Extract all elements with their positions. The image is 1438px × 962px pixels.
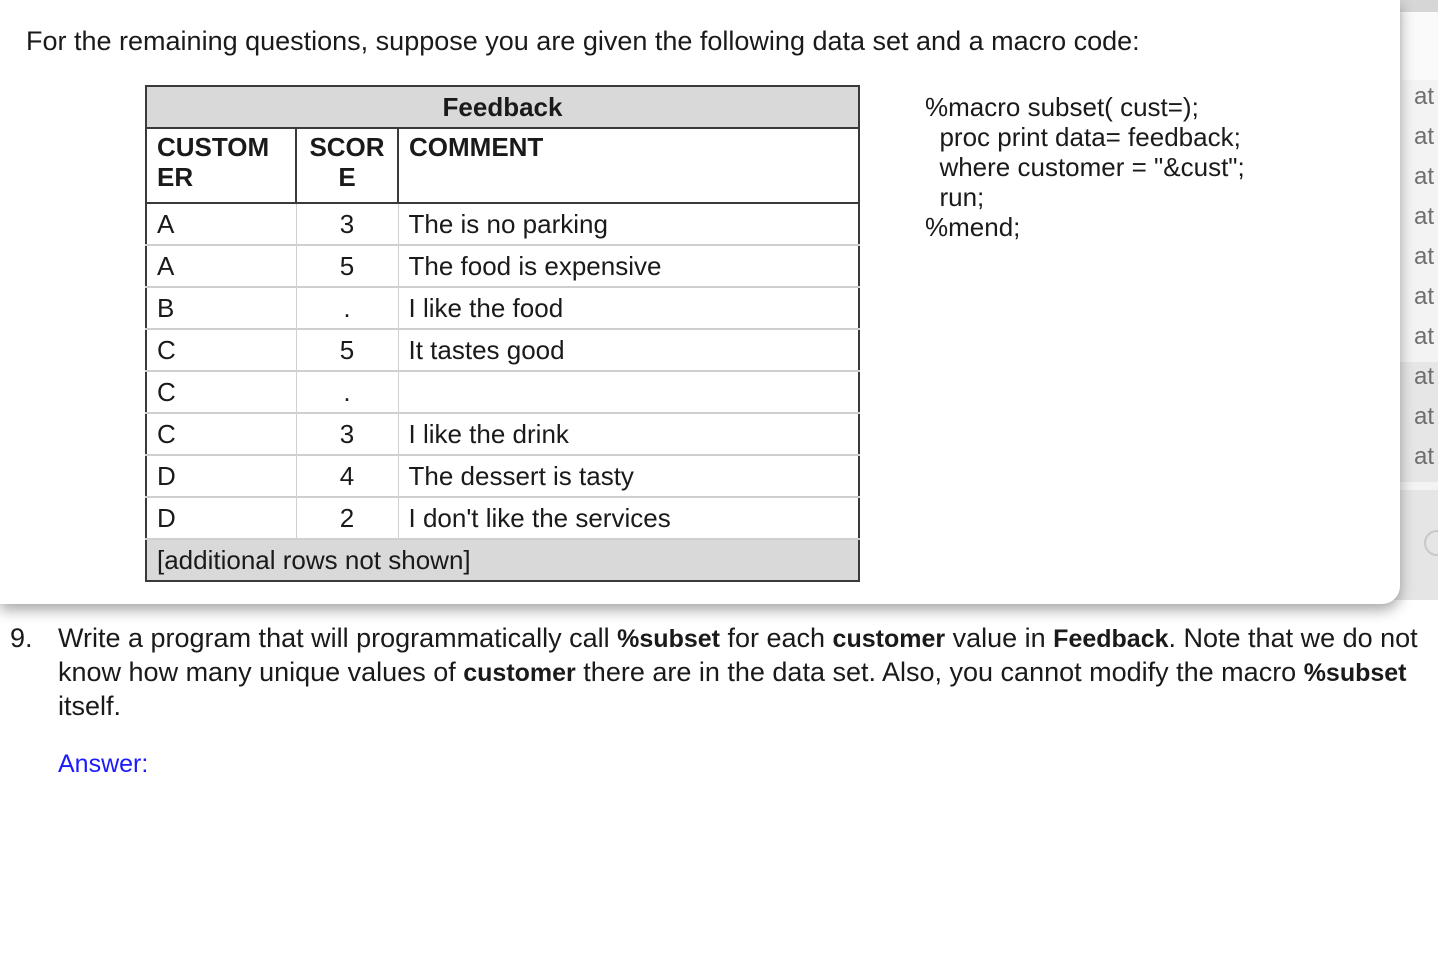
question-text-part: Write a program that will programmatically call — [58, 623, 618, 653]
background-list-item[interactable]: at — [1398, 242, 1438, 282]
cell-comment: It tastes good — [398, 329, 859, 371]
background-window-panel — [1402, 12, 1438, 80]
question-text-part: for each — [719, 623, 833, 653]
feedback-table — [145, 85, 860, 582]
code-line: proc print data= feedback; — [925, 122, 1241, 152]
question-bold-term: Feedback — [1053, 625, 1169, 653]
cell-score: 2 — [296, 497, 398, 539]
table-row — [146, 455, 859, 497]
question-text-part: value in — [945, 623, 1054, 653]
cell-comment: I like the food — [398, 287, 859, 329]
code-line: run; — [925, 182, 985, 212]
cell-score: 3 — [296, 203, 398, 245]
table-row — [146, 287, 859, 329]
table-row — [146, 497, 859, 539]
header-score: SCOR E — [296, 128, 398, 203]
question-text-part: itself. — [58, 691, 122, 721]
cell-comment: I don't like the services — [398, 497, 859, 539]
cell-customer: D — [146, 497, 296, 539]
cell-comment: The dessert is tasty — [398, 455, 859, 497]
cell-comment — [398, 371, 859, 413]
cell-score: 3 — [296, 413, 398, 455]
background-list-item[interactable]: at — [1398, 322, 1438, 362]
question-bold-term: %subset — [1303, 659, 1407, 687]
cell-comment: The food is expensive — [398, 245, 859, 287]
cell-comment: The is no parking — [398, 203, 859, 245]
code-line: %mend; — [925, 212, 1021, 242]
background-list-item[interactable]: at — [1398, 122, 1438, 162]
table-row — [146, 203, 859, 245]
background-list-item[interactable]: at — [1398, 202, 1438, 242]
question-bold-term: customer — [832, 625, 946, 653]
question-number: 9. — [10, 623, 33, 653]
cell-customer: C — [146, 413, 296, 455]
cell-score: 5 — [296, 245, 398, 287]
question-text-part: there are in the data set. Also, you cannot modify the macro — [575, 657, 1304, 687]
table-row — [146, 245, 859, 287]
cell-score: . — [296, 371, 398, 413]
intro-text: For the remaining questions, suppose you are given the following data set and a macro code: — [26, 26, 1140, 56]
background-list-item[interactable]: at — [1398, 162, 1438, 202]
table-title: Feedback — [146, 86, 859, 128]
header-comment: COMMENT — [398, 128, 859, 203]
cell-score: . — [296, 287, 398, 329]
background-list-item[interactable]: at — [1398, 82, 1438, 122]
cell-comment: I like the drink — [398, 413, 859, 455]
cell-customer: C — [146, 371, 296, 413]
cell-customer: D — [146, 455, 296, 497]
background-list-item[interactable]: at — [1398, 402, 1438, 442]
code-line: %macro subset( cust=); — [925, 92, 1199, 122]
cell-customer: A — [146, 203, 296, 245]
cell-score: 5 — [296, 329, 398, 371]
cell-customer: C — [146, 329, 296, 371]
question-text — [58, 622, 1430, 723]
table-footer-note: [additional rows not shown] — [146, 539, 859, 581]
macro-code — [925, 92, 1245, 242]
cell-score: 4 — [296, 455, 398, 497]
background-list-item[interactable]: at — [1398, 362, 1438, 402]
question-bold-term: customer — [463, 659, 576, 687]
header-customer: CUSTOM ER — [146, 128, 296, 203]
radio-circle-icon[interactable] — [1424, 530, 1438, 556]
background-list-item[interactable]: at — [1398, 442, 1438, 482]
question-bold-term: %subset — [617, 625, 720, 653]
answer-label: Answer: — [58, 750, 149, 778]
code-line: where customer = "&cust"; — [925, 152, 1245, 182]
table-row — [146, 413, 859, 455]
cell-customer: A — [146, 245, 296, 287]
table-row — [146, 371, 859, 413]
cell-customer: B — [146, 287, 296, 329]
question-text-part: . Note that we do not know how many unique values of — [58, 623, 1418, 687]
background-list-item[interactable]: at — [1398, 282, 1438, 322]
table-row — [146, 329, 859, 371]
